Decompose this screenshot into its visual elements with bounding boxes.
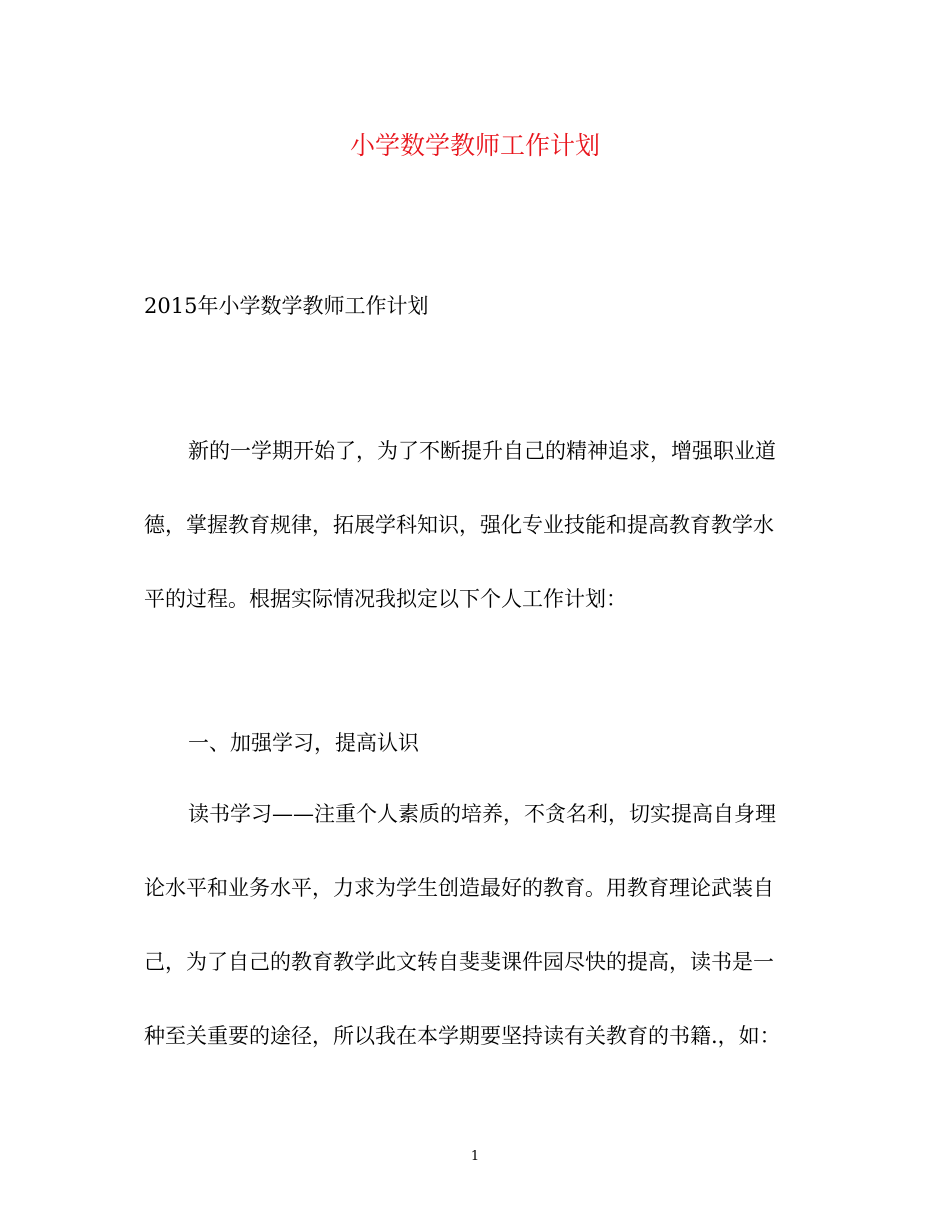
section-1-line-4: 种至关重要的途径，所以我在本学期要坚持读有关教育的书籍.，如： [144,1024,781,1048]
section-1-line-2: 论水平和业务水平，力求为学生创造最好的教育。用教育理论武装自 [144,876,774,900]
intro-line-2: 德，掌握教育规律，拓展学科知识，强化专业技能和提高教育教学水 [144,513,774,537]
section-1-heading: 一、加强学习，提高认识 [188,731,419,755]
page-number: 1 [470,1149,480,1164]
document-title: 小学数学教师工作计划 [349,131,600,160]
document-subtitle: 2015年小学数学教师工作计划 [144,294,429,318]
intro-line-1: 新的一学期开始了，为了不断提升自己的精神追求，增强职业道 [188,439,776,463]
intro-line-3: 平的过程。根据实际情况我拟定以下个人工作计划： [144,587,627,611]
section-1-line-3: 己，为了自己的教育教学此文转自斐斐课件园尽快的提高，读书是一 [144,950,774,974]
section-1-line-1: 读书学习——注重个人素质的培养，不贪名利，切实提高自身理 [188,802,776,826]
